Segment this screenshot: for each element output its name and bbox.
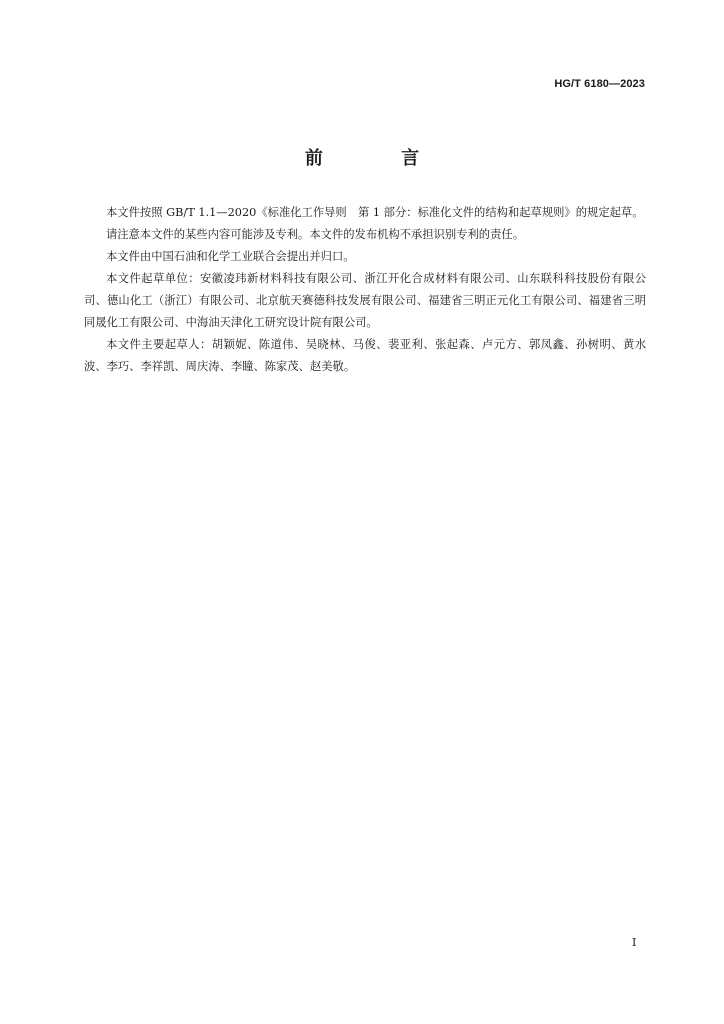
standard-number: HG/T 6180—2023 [554,78,645,90]
paragraph-patent-notice: 请注意本文件的某些内容可能涉及专利。本文件的发布机构不承担识别专利的责任。 [106,228,524,241]
paragraph-proposer: 本文件由中国石油和化学工业联合会提出并归口。 [106,250,355,263]
page-number: I [632,936,637,949]
page-title: 前 言 [304,148,456,169]
paragraph-drafters: 本文件主要起草人：胡颖妮、陈道伟、吴晓林、马俊、裴亚利、张起森、卢元方、郭凤鑫、孙树明、黄水波、李巧、李祥凯、周庆涛、李瞳、陈家茂、赵美敬。 [84,338,646,373]
foreword-body [84,202,646,378]
paragraph-drafting-units: 本文件起草单位：安徽凌玮新材料科技有限公司、浙江开化合成材料有限公司、山东联科科技股份有限公司、德山化工（浙江）有限公司、北京航天赛德科技发展有限公司、福建省三明正元化工有限公司、福建省三明同晟化工有限公司、中海油天津化工研究设计院有限公司。 [84,272,646,329]
paragraph-drafting-rules: 本文件按照 GB/T 1.1—2020《标准化工作导则 第 1 部分：标准化文件的结构和起草规则》的规定起草。 [106,206,644,219]
